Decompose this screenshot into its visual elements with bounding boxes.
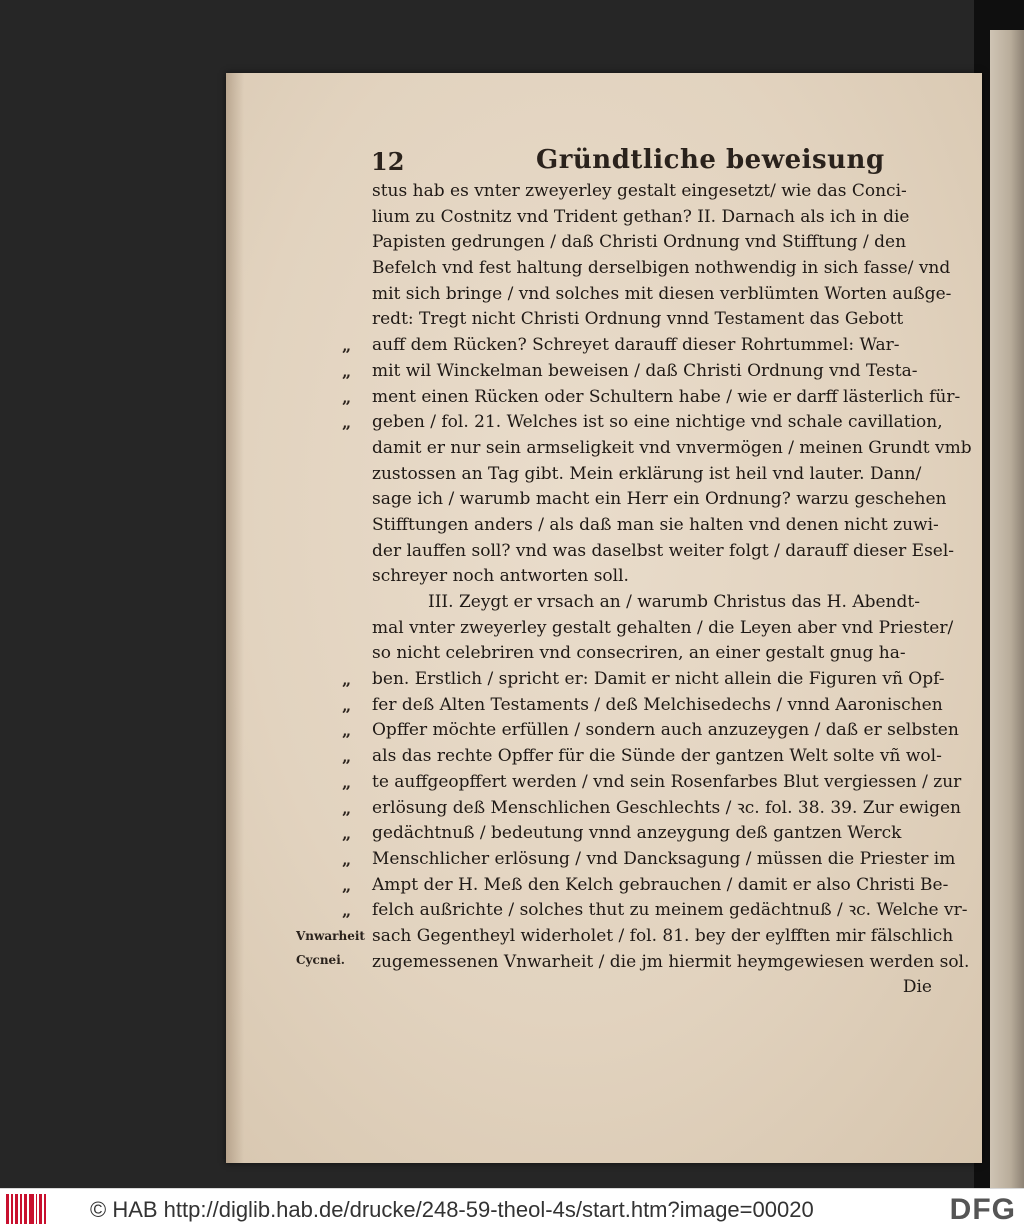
- book-page: [226, 73, 982, 1163]
- text-line: [372, 924, 962, 950]
- page-number: 12: [371, 147, 405, 176]
- line-text: Papisten gedrungen / daß Christi Ordnung vnd Stifftung / den: [372, 232, 907, 253]
- source-url[interactable]: © HAB http://diglib.hab.de/drucke/248-59-theol-4s/start.htm?image=00020: [90, 1197, 814, 1222]
- hab-logo-icon: [6, 1194, 46, 1224]
- text-line: [372, 539, 962, 565]
- line-text: redt: Tregt nicht Christi Ordnung vnnd Testament das Gebott: [372, 309, 904, 330]
- viewer-footer: [0, 1188, 1024, 1229]
- line-text: als das rechte Opffer für die Sünde der gantzen Welt solte vñ wol-: [372, 746, 942, 767]
- line-text: sage ich / warumb macht ein Herr ein Ordnung? warzu geschehen: [372, 489, 947, 510]
- line-text: felch außrichte / solches thut zu meinem gedächtnuß / ꝛc. Welche vr-: [372, 900, 968, 921]
- text-line: [342, 718, 962, 744]
- dfg-logo: DFG: [949, 1193, 1016, 1226]
- line-text: te auffgeopffert werden / vnd sein Rosenfarbes Blut vergiessen / zur: [372, 771, 962, 792]
- line-text: damit er nur sein armseligkeit vnd vnvermögen / meinen Grundt vmb: [372, 437, 972, 458]
- text-line: [342, 667, 962, 693]
- line-text: Stifftungen anders / als daß man sie halten vnd denen nicht zuwi-: [372, 514, 939, 535]
- adjacent-page-edge: [990, 30, 1024, 1190]
- line-text: Menschlicher erlösung / vnd Dancksagung / müssen die Priester im: [372, 848, 956, 869]
- quotation-mark: „: [342, 670, 352, 690]
- line-text: ben. Erstlich / spricht er: Damit er nicht allein die Figuren vñ Opf-: [372, 669, 945, 690]
- line-text: lium zu Costnitz vnd Trident gethan? II. Darnach als ich in die: [372, 206, 910, 227]
- line-text: zugemessenen Vnwarheit / die jm hiermit heymgewiesen werden sol.: [372, 951, 970, 972]
- text-line: [342, 796, 962, 822]
- text-line: [342, 770, 962, 796]
- text-line: [372, 282, 962, 308]
- text-line: [342, 898, 968, 924]
- text-line: [372, 307, 962, 333]
- margin-note: Cycnei.: [296, 953, 345, 967]
- text-line: [372, 564, 962, 590]
- line-text: geben / fol. 21. Welches ist so eine nichtige vnd schale cavillation,: [372, 412, 943, 433]
- line-text: gedächtnuß / bedeutung vnnd anzeygung deß gantzen Werck: [372, 823, 902, 844]
- text-line: [342, 385, 962, 411]
- text-line: [372, 950, 970, 976]
- quotation-mark: „: [342, 798, 352, 818]
- quotation-mark: „: [342, 772, 352, 792]
- line-text: mit sich bringe / vnd solches mit diesen verblümten Worten außge-: [372, 283, 952, 304]
- line-text: der lauffen soll? vnd was daselbst weiter folgt / darauff dieser Esel-: [372, 540, 955, 561]
- line-text: mal vnter zweyerley gestalt gehalten / die Leyen aber vnd Priester/: [372, 617, 954, 638]
- text-line: [372, 436, 972, 462]
- text-line: [342, 359, 962, 385]
- quotation-mark: „: [342, 875, 352, 895]
- line-text: stus hab es vnter zweyerley gestalt eingesetzt/ wie das Conci-: [372, 181, 907, 201]
- line-text: erlösung deß Menschlichen Geschlechts / ꝛc. fol. 38. 39. Zur ewigen: [372, 797, 961, 818]
- line-text: schreyer noch antworten soll.: [372, 566, 629, 587]
- quotation-mark: „: [342, 747, 352, 767]
- line-text: fer deß Alten Testaments / deß Melchisedechs / vnnd Aaronischen: [372, 694, 943, 715]
- line-text: III. Zeygt er vrsach an / warumb Christus das H. Abendt-: [428, 592, 920, 612]
- text-line: [372, 179, 962, 205]
- text-line: [372, 256, 962, 282]
- running-title: Gründtliche beweisung: [536, 145, 885, 175]
- text-line: [342, 333, 962, 359]
- page-text: [342, 179, 972, 1001]
- line-text: auff dem Rücken? Schreyet darauff dieser Rohrtummel: War-: [372, 335, 900, 356]
- quotation-mark: „: [342, 336, 352, 356]
- line-text: mit wil Winckelman beweisen / daß Christi Ordnung vnd Testa-: [372, 360, 918, 381]
- text-line: [342, 821, 962, 847]
- margin-note: Vnwarheit: [296, 929, 365, 943]
- line-text: Ampt der H. Meß den Kelch gebrauchen / damit er also Christi Be-: [372, 874, 949, 895]
- text-line: [372, 590, 962, 616]
- text-line: [372, 513, 962, 539]
- quotation-mark: „: [342, 901, 352, 921]
- text-line: [372, 205, 962, 231]
- quotation-mark: „: [342, 413, 352, 433]
- text-line: [372, 462, 962, 488]
- text-line: [342, 693, 962, 719]
- line-text: so nicht celebriren vnd consecriren, an einer gestalt gnug ha-: [372, 643, 906, 664]
- quotation-mark: „: [342, 849, 352, 869]
- text-line: [342, 744, 962, 770]
- quotation-mark: „: [342, 721, 352, 741]
- quotation-mark: „: [342, 824, 352, 844]
- page-header: [371, 145, 931, 181]
- line-text: Befelch vnd fest haltung derselbigen nothwendig in sich fasse/ vnd: [372, 258, 951, 279]
- text-line: [372, 641, 962, 667]
- text-line: [342, 410, 962, 436]
- quotation-mark: „: [342, 695, 352, 715]
- quotation-mark: „: [342, 387, 352, 407]
- quotation-mark: „: [342, 361, 352, 381]
- text-line: [372, 230, 962, 256]
- text-line: [342, 873, 962, 899]
- line-text: zustossen an Tag gibt. Mein erklärung ist heil vnd lauter. Dann/: [372, 463, 922, 484]
- line-text: Opffer möchte erfüllen / sondern auch anzuzeygen / daß er selbsten: [372, 720, 959, 741]
- line-text: ment einen Rücken oder Schultern habe / wie er darff lästerlich für-: [372, 386, 961, 407]
- text-line: [372, 487, 962, 513]
- text-line: [342, 847, 962, 873]
- text-line: [372, 616, 962, 642]
- catchword: Die: [902, 977, 932, 998]
- line-text: sach Gegentheyl widerholet / fol. 81. bey der eylfften mir fälschlich: [372, 925, 954, 946]
